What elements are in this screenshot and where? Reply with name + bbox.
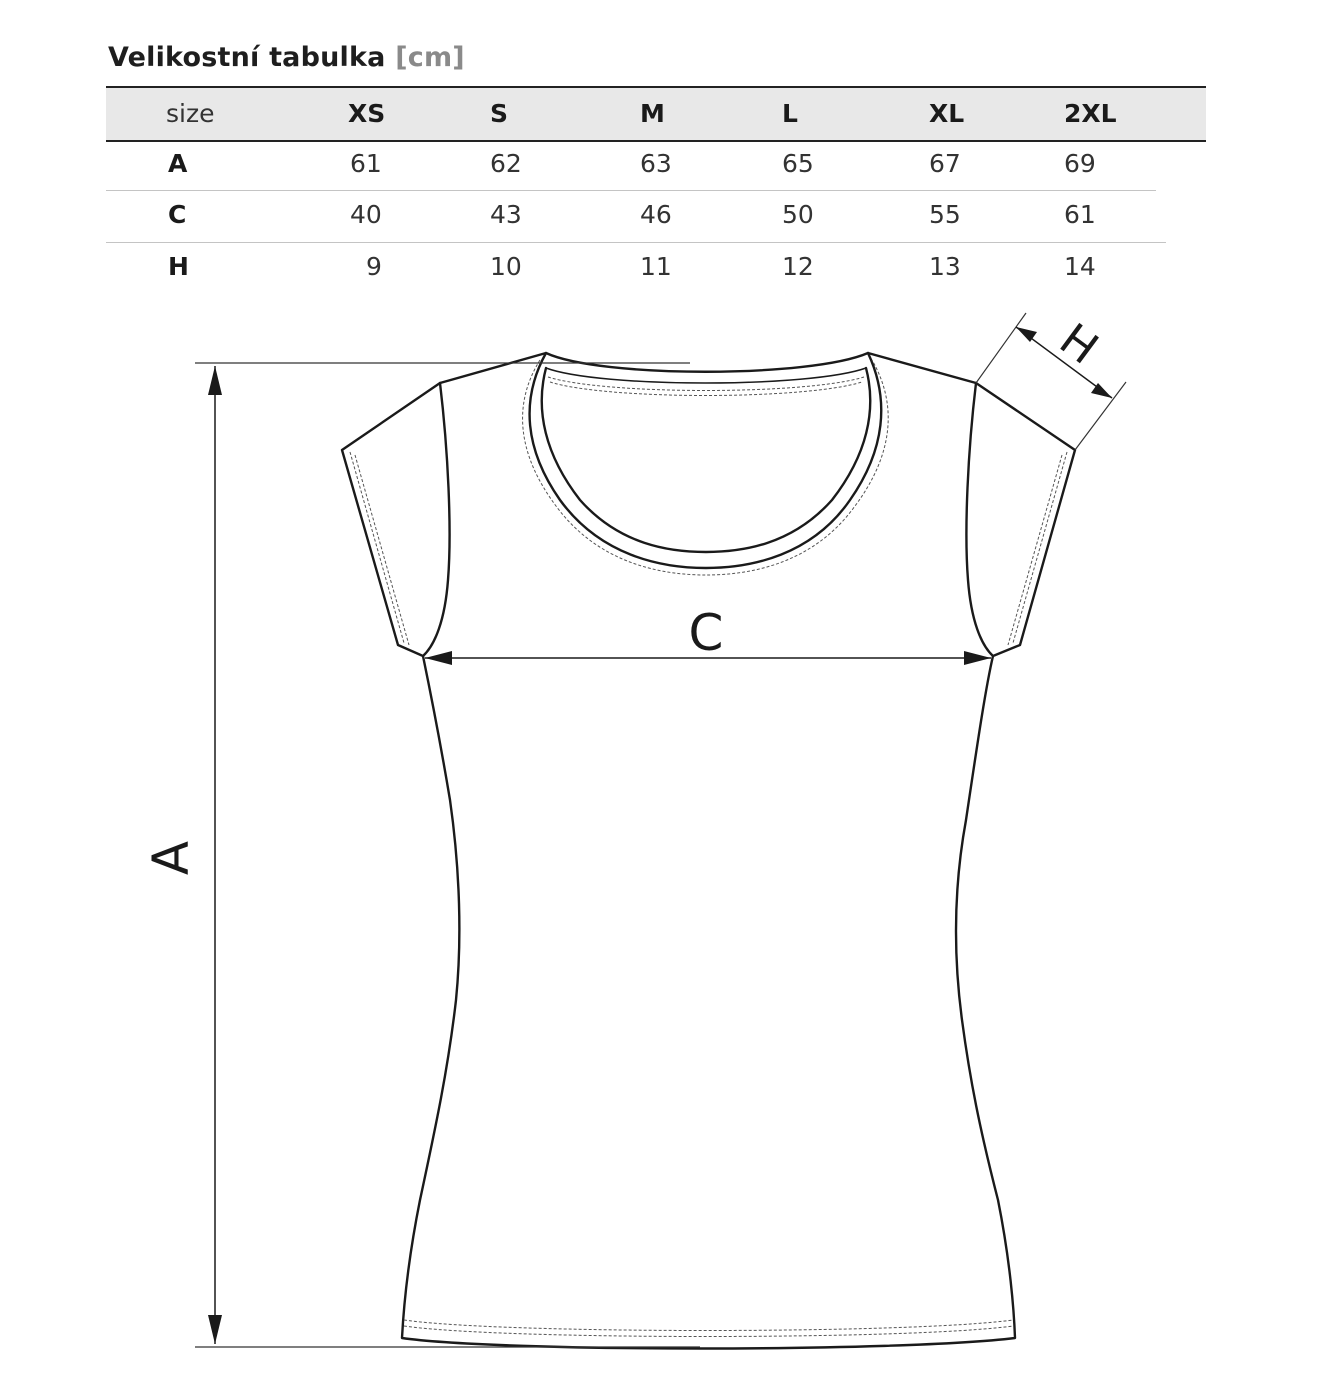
table-cell: 61	[350, 149, 382, 178]
measure-label-c: C	[688, 604, 724, 662]
c-arrow-right	[964, 651, 991, 665]
title-text: Velikostní tabulka	[108, 42, 386, 73]
table-cell: 61	[1064, 200, 1096, 229]
measure-label-a: A	[142, 840, 200, 876]
header-size-xs: XS	[348, 99, 386, 128]
row-label: A	[168, 149, 188, 178]
table-cell: 65	[782, 149, 814, 178]
neck-back-stitch	[548, 377, 864, 391]
neck-back-stitch	[550, 382, 862, 396]
header-size-label: size	[166, 99, 215, 128]
title-unit: [cm]	[395, 42, 465, 73]
neckline-stitch	[523, 360, 889, 575]
header-size-l: L	[782, 99, 798, 128]
table-cell: 62	[490, 149, 522, 178]
neckline-outer	[530, 353, 882, 568]
table-cell: 10	[490, 252, 522, 281]
right-sleeve-hem-stitch	[1008, 455, 1062, 645]
table-cell: 50	[782, 200, 814, 229]
row-label: C	[168, 200, 187, 229]
table-cell: 9	[366, 252, 382, 281]
right-sleeve-hem-stitch	[1013, 452, 1067, 643]
left-armhole-seam	[423, 383, 450, 656]
header-size-xl: XL	[929, 99, 965, 128]
c-arrow-left	[425, 651, 452, 665]
row-label: H	[168, 252, 189, 281]
table-cell: 43	[490, 200, 522, 229]
table-cell: 13	[929, 252, 961, 281]
table-cell: 55	[929, 200, 961, 229]
header-size-s: S	[490, 99, 509, 128]
neck-back-edge	[546, 368, 866, 383]
table-cell: 14	[1064, 252, 1096, 281]
table-cell: 63	[640, 149, 672, 178]
table-cell: 12	[782, 252, 814, 281]
tshirt-body-outline	[342, 353, 1075, 1349]
left-sleeve-hem-stitch	[355, 455, 409, 645]
h-extension-line	[976, 313, 1026, 383]
table-cell: 11	[640, 252, 672, 281]
bottom-hem-stitch	[404, 1326, 1013, 1337]
bottom-hem-stitch	[404, 1320, 1013, 1331]
table-cell: 69	[1064, 149, 1096, 178]
a-arrow-bottom	[208, 1315, 222, 1344]
table-cell: 67	[929, 149, 961, 178]
a-arrow-top	[208, 366, 222, 395]
header-size-2xl: 2XL	[1064, 99, 1117, 128]
table-cell: 40	[350, 200, 382, 229]
left-sleeve-hem-stitch	[350, 452, 404, 643]
measure-label-h: H	[1050, 314, 1108, 375]
right-armhole-seam	[966, 383, 993, 656]
header-size-m: M	[640, 99, 665, 128]
table-cell: 46	[640, 200, 672, 229]
